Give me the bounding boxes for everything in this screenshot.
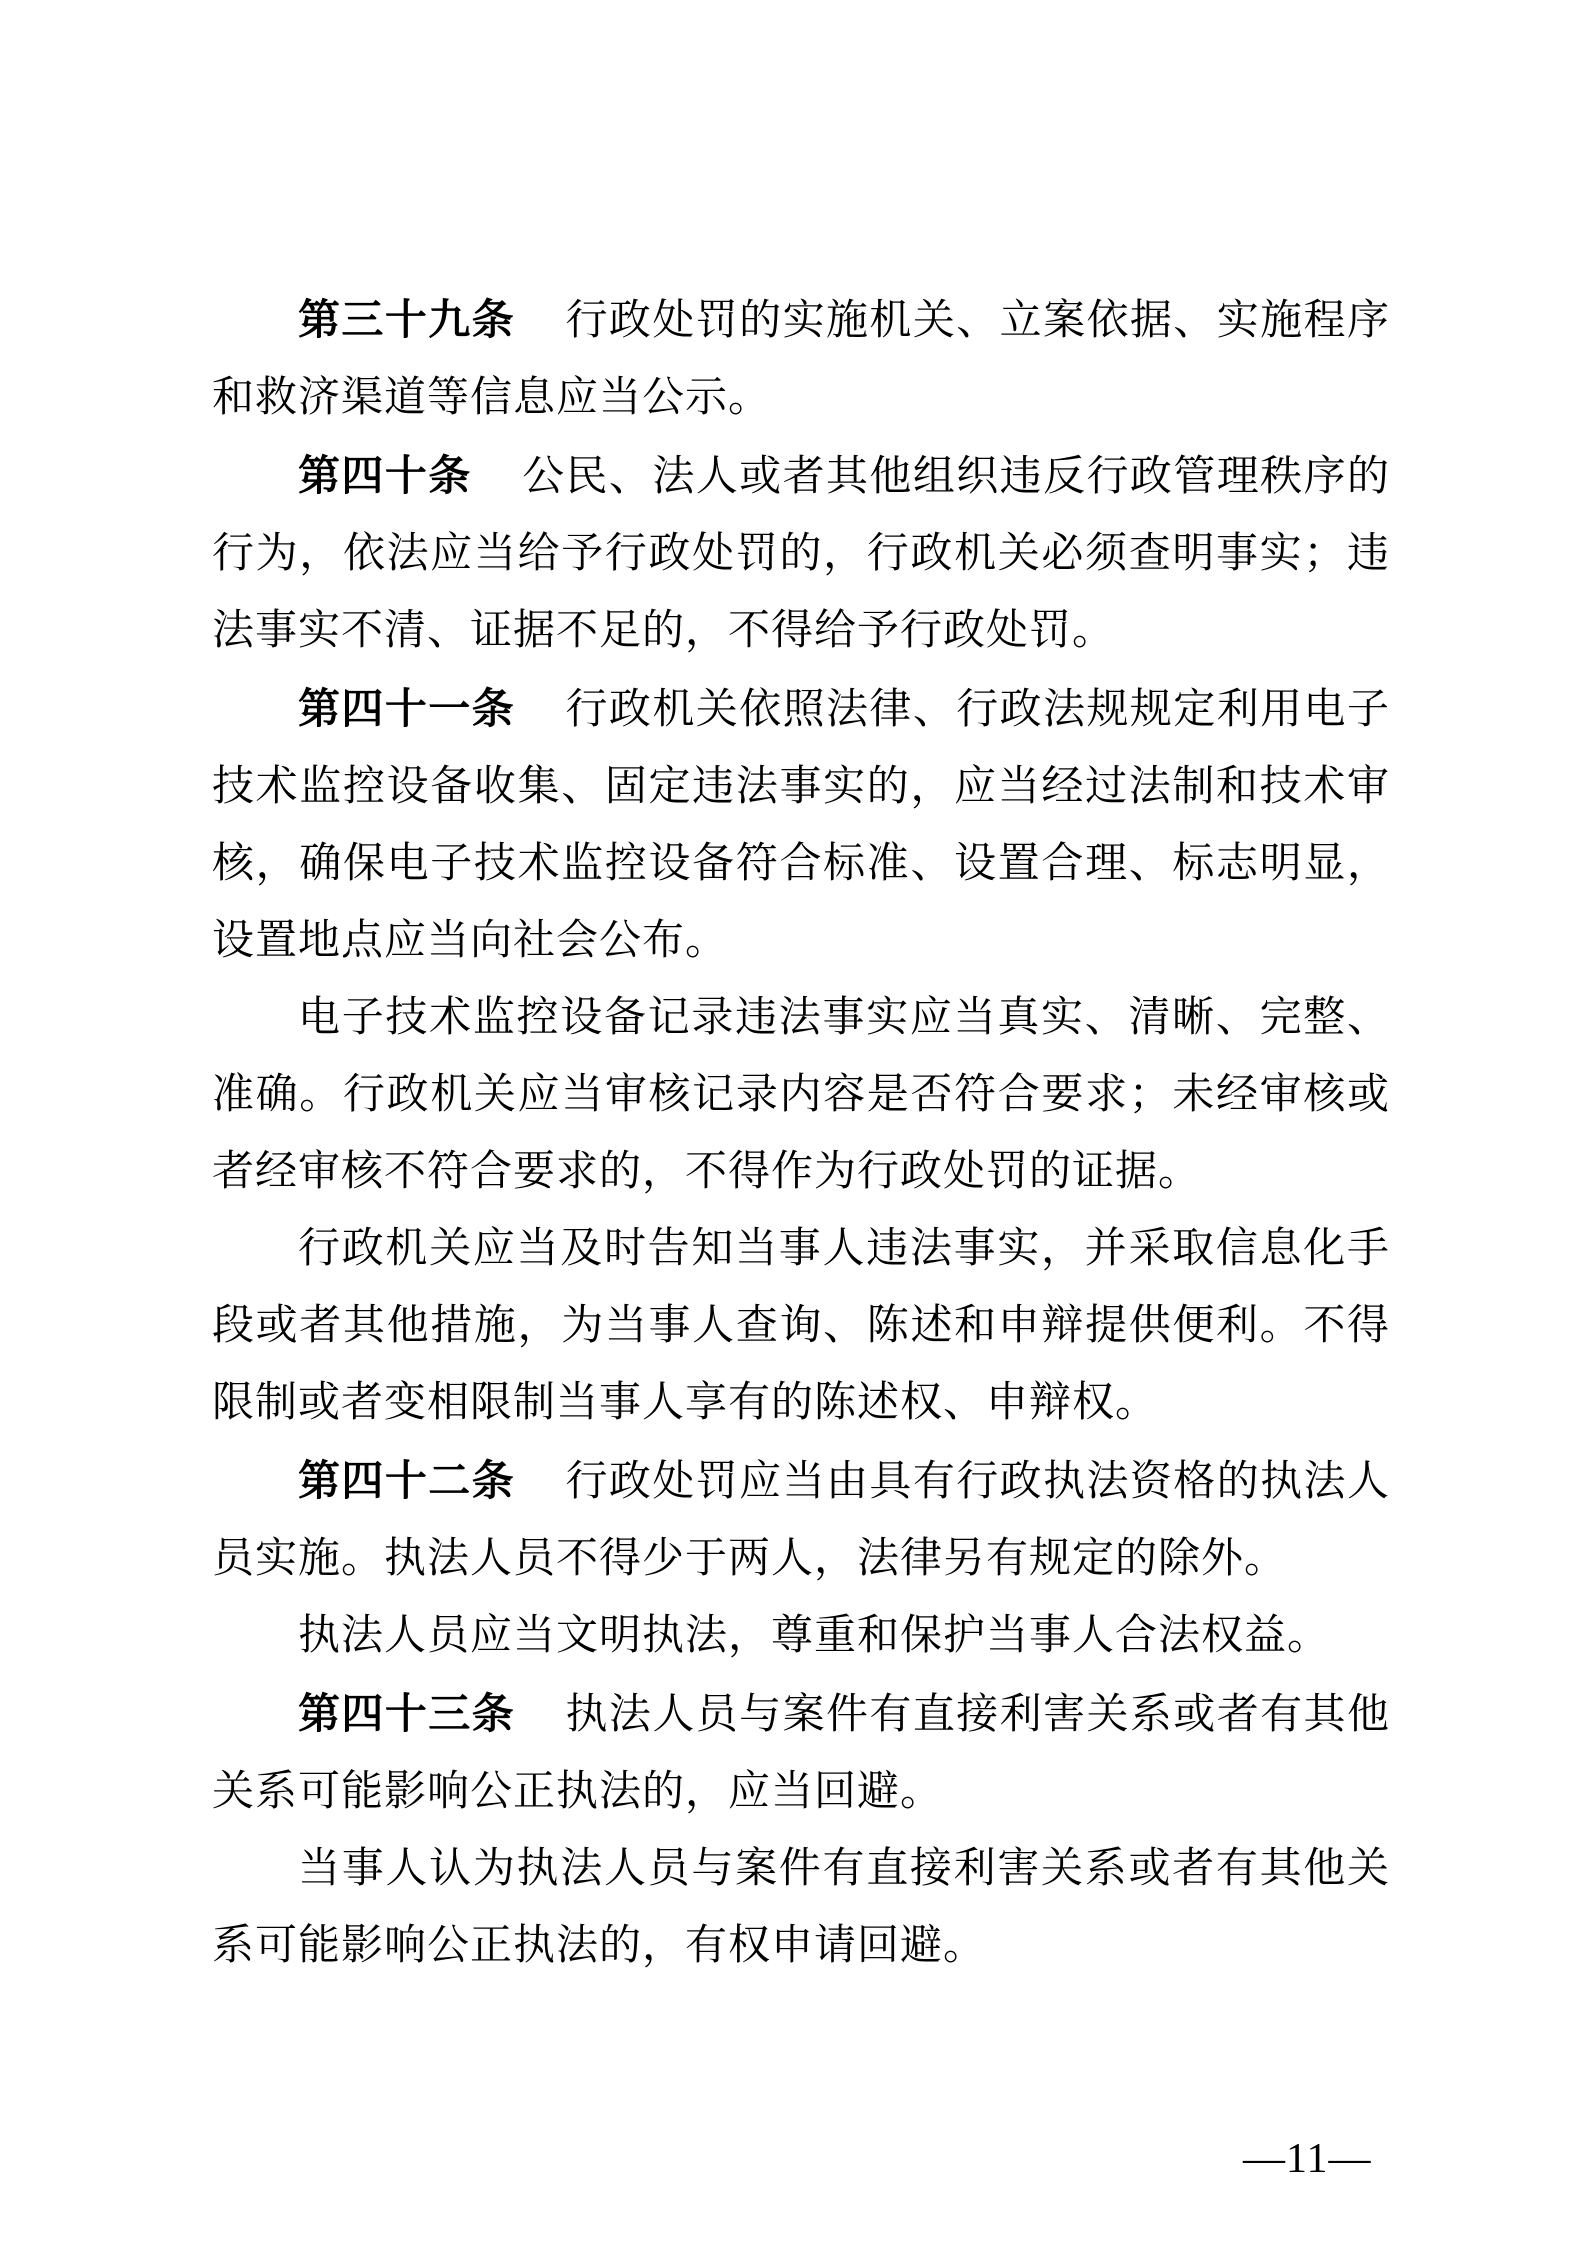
paragraph-text: 行政机关依照法律、行政法规规定利用电子技术监控设备收集、固定违法事实的，应当经过法制和技术审核，确保电子技术监控设备符合标准、设置合理、标志明显，设置地点应当向社会公布。 xyxy=(212,687,1390,964)
article-number: 第三十九条 xyxy=(298,296,516,343)
paragraph xyxy=(212,437,1390,670)
paragraph xyxy=(212,1442,1390,1598)
paragraph xyxy=(212,670,1390,980)
article-number: 第四十条 xyxy=(298,452,472,499)
article-number: 第四十一条 xyxy=(298,685,516,732)
document-body xyxy=(212,281,1390,1985)
paragraph-text: 执法人员与案件有直接利害关系或者有其他关系可能影响公正执法的，应当回避。 xyxy=(212,1692,1390,1815)
paragraph xyxy=(212,980,1390,1211)
paragraph xyxy=(212,1831,1390,1985)
article-number: 第四十三条 xyxy=(298,1690,516,1737)
paragraph-text: 行政处罚的实施机关、立案依据、实施程序和救济渠道等信息应当公示。 xyxy=(212,298,1390,421)
paragraph xyxy=(212,1598,1390,1675)
paragraph xyxy=(212,1675,1390,1831)
paragraph-text: 执法人员应当文明执法，尊重和保护当事人合法权益。 xyxy=(298,1613,1331,1659)
article-number: 第四十二条 xyxy=(298,1457,516,1504)
paragraph xyxy=(212,281,1390,437)
paragraph-text: 公民、法人或者其他组织违反行政管理秩序的行为，依法应当给予行政处罚的，行政机关必须查明事实；违法事实不清、证据不足的，不得给予行政处罚。 xyxy=(212,454,1390,654)
paragraph-text: 行政机关应当及时告知当事人违法事实，并采取信息化手段或者其他措施，为当事人查询、陈述和申辩提供便利。不得限制或者变相限制当事人享有的陈述权、申辩权。 xyxy=(212,1226,1390,1426)
paragraph-text: 行政处罚应当由具有行政执法资格的执法人员实施。执法人员不得少于两人，法律另有规定的除外。 xyxy=(212,1459,1390,1582)
paragraph xyxy=(212,1211,1390,1442)
paragraph-text: 电子技术监控设备记录违法事实应当真实、清晰、完整、准确。行政机关应当审核记录内容是否符合要求；未经审核或者经审核不符合要求的，不得作为行政处罚的证据。 xyxy=(212,995,1390,1195)
paragraph-text: 当事人认为执法人员与案件有直接利害关系或者有其他关系可能影响公正执法的，有权申请回避。 xyxy=(212,1846,1390,1969)
page-number: —11— xyxy=(1243,2136,1372,2182)
